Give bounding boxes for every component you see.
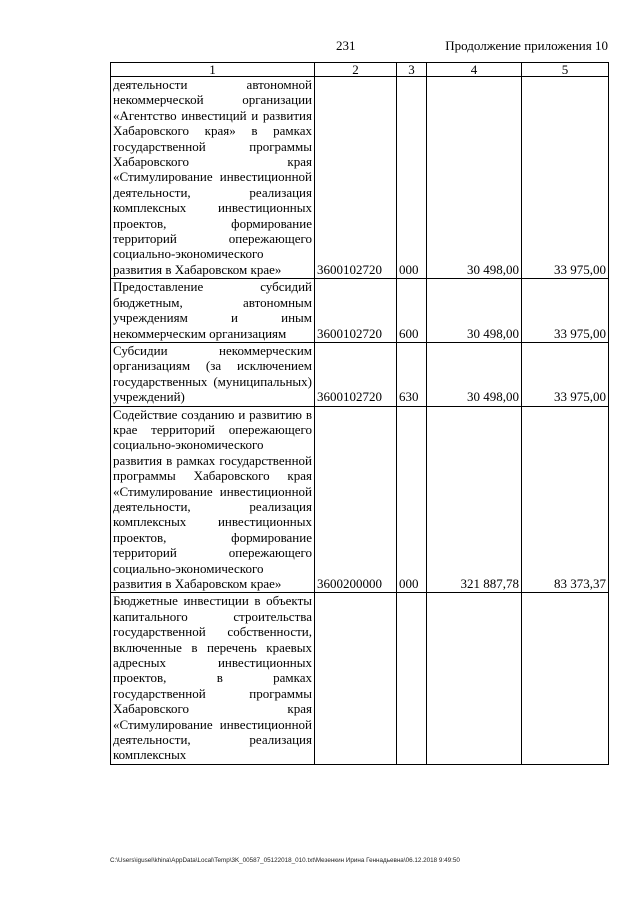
amount-year-1: 30 498,00 [427, 77, 522, 279]
amount-year-2: 33 975,00 [522, 77, 609, 279]
expense-type-code: 000 [397, 406, 427, 593]
expense-type-code: 000 [397, 77, 427, 279]
amount-year-1 [427, 593, 522, 764]
column-header: 3 [397, 63, 427, 77]
table-row [111, 342, 609, 406]
column-header: 4 [427, 63, 522, 77]
target-article-code: 3600102720 [315, 279, 397, 343]
page-header [0, 38, 640, 56]
amount-year-1: 30 498,00 [427, 342, 522, 406]
amount-year-1: 30 498,00 [427, 279, 522, 343]
table-row [111, 406, 609, 593]
table-row [111, 279, 609, 343]
column-header: 1 [111, 63, 315, 77]
amount-year-2: 33 975,00 [522, 279, 609, 343]
target-article-code: 3600102720 [315, 77, 397, 279]
appendix-caption: Продолжение приложения 10 [445, 38, 608, 53]
amount-year-1: 321 887,78 [427, 406, 522, 593]
column-header: 5 [522, 63, 609, 77]
expense-type-code: 600 [397, 279, 427, 343]
target-article-code [315, 593, 397, 764]
row-description: Субсидии некоммерческим организациям (за исключением государственных (муниципальных) учреждений) [111, 342, 315, 406]
table-row [111, 593, 609, 764]
row-description: Бюджетные инвестиции в объекты капитального строительства государственной собственности, включенные в перечень краевых адресных инвестиционных проектов, в рамках государственной программы Хабаровского края «Стимулирование инвестиционной деятельности, реализация комплексных [111, 593, 315, 764]
file-path-footer: C:\Users\igusel\khina\AppData\Local\Temp\3K_00587_05122018_010.txt\Мезенкин Ирина Геннадьевна\06.12.2018 9:49:50 [110, 857, 460, 864]
amount-year-2 [522, 593, 609, 764]
amount-year-2: 83 373,37 [522, 406, 609, 593]
row-description: Содействие созданию и развитию в крае территорий опережающего социально-экономического развития в рамках государственной программы Хабаровского края «Стимулирование инвестиционной деятельности, реализация комплексных инвестиционных проектов, формирование территорий опережающего социально-экономического развития в Хабаровском крае» [111, 406, 315, 593]
amount-year-2: 33 975,00 [522, 342, 609, 406]
budget-table [110, 62, 609, 765]
expense-type-code [397, 593, 427, 764]
row-description: Предоставление субсидий бюджетным, автономным учреждениям и иным некоммерческим организациям [111, 279, 315, 343]
expense-type-code: 630 [397, 342, 427, 406]
target-article-code: 3600200000 [315, 406, 397, 593]
column-number-row [111, 63, 609, 77]
table-row [111, 77, 609, 279]
page-number: 231 [336, 38, 356, 53]
column-header: 2 [315, 63, 397, 77]
row-description: деятельности автономной некоммерческой организации «Агентство инвестиций и развития Хабаровского края» в рамках государственной программы Хабаровского края «Стимулирование инвестиционной деятельности, реализация комплексных инвестиционных проектов, формирование территорий опережающего социально-экономического развития в Хабаровском крае» [111, 77, 315, 279]
target-article-code: 3600102720 [315, 342, 397, 406]
